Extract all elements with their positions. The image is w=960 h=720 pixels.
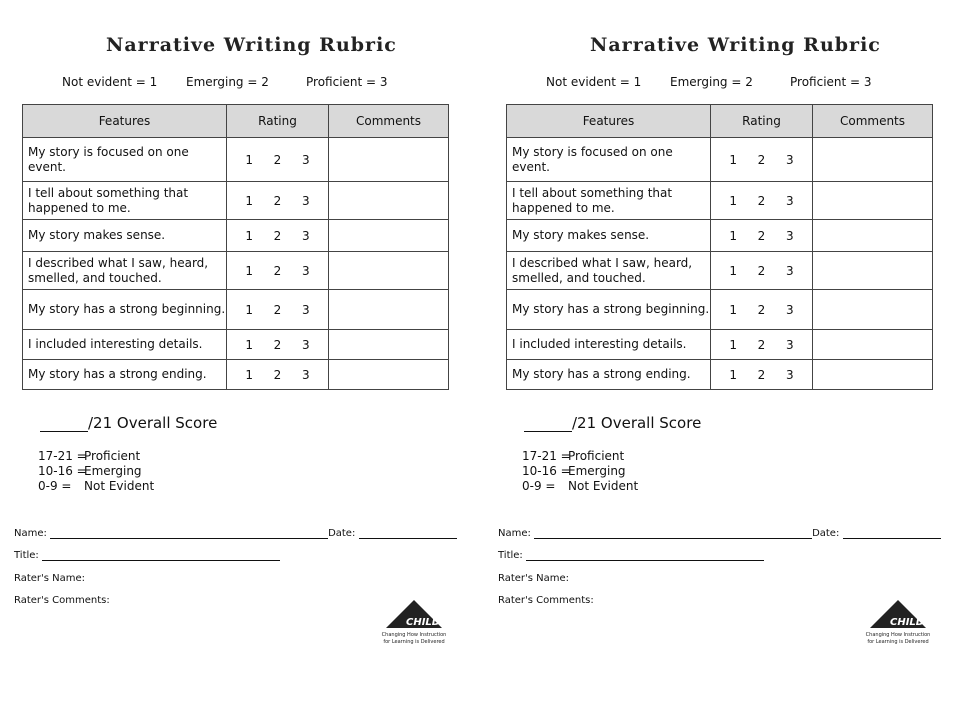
rating-option[interactable]: 1 — [245, 367, 253, 382]
rubric-title: Narrative Writing Rubric — [590, 34, 881, 56]
rating-option[interactable]: 3 — [302, 337, 310, 352]
feature-text: My story is focused on one event. — [23, 138, 227, 182]
level-row — [38, 464, 154, 479]
rating-option[interactable]: 1 — [245, 193, 253, 208]
level-range: 17-21 = — [522, 449, 571, 463]
title-field[interactable] — [526, 551, 764, 561]
raters-name-label: Rater's Name: — [498, 573, 570, 584]
scale-emerging: Emerging = 2 — [186, 75, 269, 89]
rubric-table — [22, 104, 449, 390]
level-row — [522, 449, 638, 464]
rating-option[interactable]: 1 — [245, 228, 253, 243]
scale-not-evident: Not evident = 1 — [62, 75, 158, 89]
rating-option[interactable]: 3 — [302, 263, 310, 278]
comment-cell[interactable] — [813, 290, 933, 330]
rating-option[interactable]: 2 — [757, 337, 766, 352]
logo-mark: CHILD — [406, 617, 441, 628]
title-label: Title: — [498, 550, 523, 561]
rating-option[interactable]: 3 — [302, 228, 310, 243]
rating-cell — [227, 252, 329, 290]
date-field[interactable] — [843, 529, 941, 539]
comment-cell[interactable] — [329, 182, 449, 220]
level-range: 10-16 = — [522, 464, 571, 478]
comment-cell[interactable] — [813, 360, 933, 390]
table-row — [23, 220, 449, 252]
level-range: 0-9 = — [38, 479, 72, 493]
table-row — [23, 330, 449, 360]
feature-text: My story makes sense. — [507, 220, 711, 252]
level-row — [522, 464, 638, 479]
header-comments: Comments — [813, 105, 933, 138]
table-row — [23, 182, 449, 220]
comment-cell[interactable] — [813, 182, 933, 220]
scale-proficient: Proficient = 3 — [306, 75, 388, 89]
rating-option[interactable]: 1 — [729, 263, 737, 278]
rating-option[interactable]: 2 — [757, 193, 766, 208]
rating-cell — [711, 360, 813, 390]
rating-option[interactable]: 3 — [302, 152, 310, 167]
rating-option[interactable]: 2 — [273, 302, 282, 317]
comment-cell[interactable] — [329, 330, 449, 360]
feature-text: My story has a strong ending. — [507, 360, 711, 390]
rating-cell — [711, 290, 813, 330]
header-comments: Comments — [329, 105, 449, 138]
table-row — [507, 182, 933, 220]
rating-option[interactable]: 1 — [245, 337, 253, 352]
level-range: 17-21 = — [38, 449, 87, 463]
title-field[interactable] — [42, 551, 280, 561]
scale-not-evident: Not evident = 1 — [546, 75, 642, 89]
feature-text: My story has a strong beginning. — [23, 290, 227, 330]
rubric-sheet-right — [484, 0, 960, 720]
header-rating: Rating — [227, 105, 329, 138]
rating-cell — [711, 182, 813, 220]
rating-option[interactable]: 1 — [729, 367, 737, 382]
rating-option[interactable]: 2 — [273, 367, 282, 382]
rating-option[interactable]: 1 — [729, 228, 737, 243]
rating-option[interactable]: 3 — [786, 302, 794, 317]
scale-emerging: Emerging = 2 — [670, 75, 753, 89]
rubric-table — [506, 104, 933, 390]
level-label: Emerging — [84, 464, 142, 478]
comment-cell[interactable] — [329, 220, 449, 252]
table-row — [507, 252, 933, 290]
rating-option[interactable]: 1 — [729, 193, 737, 208]
rating-option[interactable]: 2 — [757, 302, 766, 317]
rating-cell — [227, 138, 329, 182]
score-blank[interactable] — [524, 416, 572, 432]
table-header-row — [23, 105, 449, 138]
rating-option[interactable]: 2 — [273, 193, 282, 208]
name-label: Name: — [498, 528, 531, 539]
feature-text: I tell about something that happened to me. — [23, 182, 227, 220]
rating-option[interactable]: 3 — [786, 193, 794, 208]
title-label: Title: — [14, 550, 39, 561]
rating-option[interactable]: 2 — [757, 263, 766, 278]
rating-option[interactable]: 2 — [273, 152, 282, 167]
comment-cell[interactable] — [329, 360, 449, 390]
rating-option[interactable]: 3 — [786, 263, 794, 278]
comment-cell[interactable] — [813, 220, 933, 252]
rating-option[interactable]: 2 — [273, 263, 282, 278]
raters-comments-label: Rater's Comments: — [14, 595, 110, 606]
score-levels — [38, 449, 154, 494]
rating-option[interactable]: 2 — [273, 337, 282, 352]
table-row — [507, 290, 933, 330]
level-range: 0-9 = — [522, 479, 556, 493]
rating-cell — [711, 330, 813, 360]
level-label: Not Evident — [84, 479, 155, 493]
comment-cell[interactable] — [813, 138, 933, 182]
overall-score-label: /21 Overall Score — [572, 414, 702, 432]
feature-text: I included interesting details. — [23, 330, 227, 360]
rating-cell — [227, 220, 329, 252]
rating-option[interactable]: 3 — [786, 228, 794, 243]
rating-option[interactable]: 3 — [302, 367, 310, 382]
level-row — [38, 479, 154, 494]
rating-option[interactable]: 1 — [729, 152, 737, 167]
rating-cell — [711, 138, 813, 182]
level-label: Proficient — [84, 449, 141, 463]
level-label: Emerging — [568, 464, 626, 478]
feature-text: I described what I saw, heard, smelled, and touched. — [23, 252, 227, 290]
rating-option[interactable]: 3 — [786, 152, 794, 167]
overall-score-label: /21 Overall Score — [88, 414, 218, 432]
header-features: Features — [23, 105, 227, 138]
rating-cell — [227, 330, 329, 360]
date-label: Date: — [812, 528, 840, 539]
rating-option[interactable]: 1 — [729, 302, 737, 317]
date-field[interactable] — [359, 529, 457, 539]
score-levels — [522, 449, 638, 494]
comment-cell[interactable] — [813, 252, 933, 290]
scale-proficient: Proficient = 3 — [790, 75, 872, 89]
feature-text: My story is focused on one event. — [507, 138, 711, 182]
rating-option[interactable]: 3 — [302, 302, 310, 317]
comment-cell[interactable] — [813, 330, 933, 360]
rating-option[interactable]: 2 — [757, 228, 766, 243]
rating-cell — [711, 252, 813, 290]
logo-mark: CHILD — [890, 617, 925, 628]
table-row — [23, 252, 449, 290]
logo-tagline: Changing How Instruction — [865, 632, 931, 638]
logo-tagline: for Learning is Delivered — [867, 639, 929, 645]
header-rating: Rating — [711, 105, 813, 138]
date-label: Date: — [328, 528, 356, 539]
feature-text: I tell about something that happened to me. — [507, 182, 711, 220]
level-range: 10-16 = — [38, 464, 87, 478]
rating-option[interactable]: 1 — [245, 263, 253, 278]
feature-text: My story has a strong ending. — [23, 360, 227, 390]
table-row — [507, 220, 933, 252]
rating-cell — [227, 290, 329, 330]
rating-option[interactable]: 1 — [245, 152, 253, 167]
table-row — [507, 360, 933, 390]
feature-text: I included interesting details. — [507, 330, 711, 360]
raters-name-label: Rater's Name: — [14, 573, 86, 584]
table-row — [23, 360, 449, 390]
rubric-title: Narrative Writing Rubric — [106, 34, 397, 56]
rating-cell — [227, 360, 329, 390]
table-row — [23, 290, 449, 330]
name-field[interactable] — [50, 529, 328, 539]
logo-tagline: for Learning is Delivered — [383, 639, 445, 645]
name-field[interactable] — [534, 529, 812, 539]
feature-text: I described what I saw, heard, smelled, and touched. — [507, 252, 711, 290]
rating-option[interactable]: 3 — [786, 337, 794, 352]
rating-option[interactable]: 3 — [302, 193, 310, 208]
raters-comments-label: Rater's Comments: — [498, 595, 594, 606]
rating-cell — [711, 220, 813, 252]
comment-cell[interactable] — [329, 138, 449, 182]
rating-option[interactable]: 3 — [786, 367, 794, 382]
score-blank[interactable] — [40, 416, 88, 432]
comment-cell[interactable] — [329, 290, 449, 330]
rating-option[interactable]: 2 — [757, 367, 766, 382]
comment-cell[interactable] — [329, 252, 449, 290]
table-row — [507, 330, 933, 360]
rating-option[interactable]: 1 — [245, 302, 253, 317]
rating-option[interactable]: 1 — [729, 337, 737, 352]
level-label: Proficient — [568, 449, 625, 463]
header-features: Features — [507, 105, 711, 138]
table-row — [507, 138, 933, 182]
level-row — [522, 479, 638, 494]
rating-option[interactable]: 2 — [273, 228, 282, 243]
overall-score — [40, 414, 217, 432]
table-row — [23, 138, 449, 182]
logo-tagline: Changing How Instruction — [381, 632, 447, 638]
table-header-row — [507, 105, 933, 138]
child-logo — [380, 598, 448, 648]
rating-cell — [227, 182, 329, 220]
feature-text: My story has a strong beginning. — [507, 290, 711, 330]
child-logo — [864, 598, 932, 648]
name-label: Name: — [14, 528, 47, 539]
level-row — [38, 449, 154, 464]
rating-option[interactable]: 2 — [757, 152, 766, 167]
feature-text: My story makes sense. — [23, 220, 227, 252]
overall-score — [524, 414, 701, 432]
level-label: Not Evident — [568, 479, 639, 493]
